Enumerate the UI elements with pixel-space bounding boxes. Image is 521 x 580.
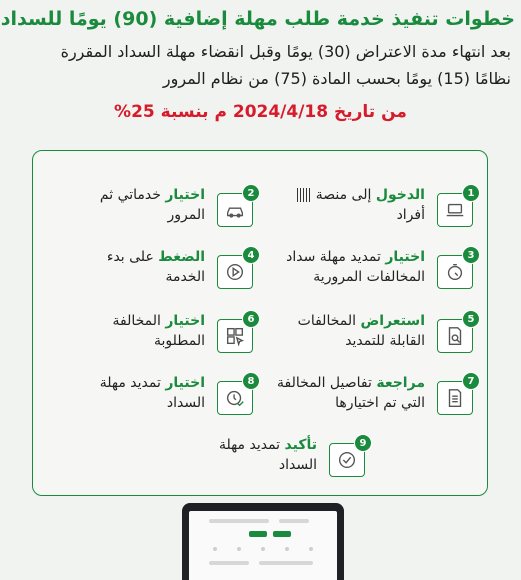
screen-dot bbox=[285, 547, 289, 551]
check-circle-icon bbox=[329, 437, 367, 477]
step-text bbox=[267, 311, 429, 351]
step-rest: المخالفات bbox=[297, 313, 357, 329]
screen-bar bbox=[259, 561, 313, 565]
step-rest: تمديد مهلة bbox=[218, 437, 281, 453]
step-text bbox=[267, 185, 429, 225]
step-keyword: مراجعة bbox=[376, 375, 425, 391]
step-text bbox=[267, 247, 429, 287]
screen-dot bbox=[237, 547, 241, 551]
platform-logo-icon bbox=[297, 188, 311, 202]
step-line2: المرور bbox=[167, 207, 205, 223]
screen-dot bbox=[261, 547, 265, 551]
step-number: 6 bbox=[242, 310, 260, 328]
screen-button bbox=[273, 531, 291, 537]
step-5 bbox=[267, 311, 473, 357]
step-line2: أفراد bbox=[396, 207, 425, 223]
screen-bar bbox=[279, 519, 309, 523]
step-rest: تمديد مهلة سداد bbox=[286, 249, 381, 265]
step-line2: السداد bbox=[278, 457, 317, 473]
step-number: 9 bbox=[354, 434, 372, 452]
screen-dot bbox=[213, 547, 217, 551]
screen-button bbox=[249, 531, 267, 537]
effective-date-note: من تاريخ 2024/4/18 م بنسبة 25% bbox=[114, 102, 407, 122]
step-line2: التي تم اختيارها bbox=[335, 395, 425, 411]
step-number: 7 bbox=[462, 372, 480, 390]
step-keyword: اختيار bbox=[165, 187, 205, 203]
step-4 bbox=[47, 247, 253, 293]
play-icon bbox=[217, 249, 255, 289]
screen-bar bbox=[209, 561, 249, 565]
step-text bbox=[47, 311, 209, 351]
car-icon bbox=[217, 187, 255, 227]
step-keyword: تأكيد bbox=[284, 437, 317, 453]
step-number: 8 bbox=[242, 372, 260, 390]
timer-icon bbox=[437, 249, 475, 289]
step-number: 4 bbox=[242, 246, 260, 264]
step-number: 2 bbox=[242, 184, 260, 202]
step-text bbox=[267, 373, 429, 413]
intro-line-1: بعد انتهاء مدة الاعتراض (30) يومًا وقبل انقضاء مهلة السداد المقررة bbox=[60, 42, 511, 61]
step-keyword: اختيار bbox=[385, 249, 425, 265]
step-8 bbox=[47, 373, 253, 419]
step-text bbox=[47, 373, 209, 413]
intro-line-2: نظامًا (15) يومًا بحسب المادة (75) من نظام المرور bbox=[162, 69, 511, 88]
step-line2: المطلوبة bbox=[153, 333, 205, 349]
list-icon bbox=[437, 375, 475, 415]
laptop-icon bbox=[437, 187, 475, 227]
step-line2: المخالفات المرورية bbox=[313, 269, 425, 285]
step-rest: على بدء bbox=[106, 249, 154, 265]
step-text bbox=[159, 435, 321, 475]
select-icon bbox=[217, 313, 255, 353]
step-line2: الخدمة bbox=[165, 269, 205, 285]
step-number: 3 bbox=[462, 246, 480, 264]
step-line2: السداد bbox=[166, 395, 205, 411]
step-line2: القابلة للتمديد bbox=[345, 333, 425, 349]
step-keyword: استعراض bbox=[360, 313, 425, 329]
headline: خطوات تنفيذ خدمة طلب مهلة إضافية (90) يومًا للسداد bbox=[0, 8, 515, 30]
step-text bbox=[47, 247, 209, 287]
step-keyword: اختيار bbox=[165, 375, 205, 391]
step-keyword: اختيار bbox=[165, 313, 205, 329]
step-rest: تفاصيل المخالفة bbox=[277, 375, 372, 391]
step-rest: المخالفة bbox=[112, 313, 161, 329]
step-keyword: الدخول bbox=[375, 187, 425, 203]
step-9 bbox=[159, 435, 365, 481]
step-number: 1 bbox=[462, 184, 480, 202]
screen-dot bbox=[309, 547, 313, 551]
screen-bar bbox=[209, 519, 269, 523]
step-6 bbox=[47, 311, 253, 357]
step-1 bbox=[267, 185, 473, 231]
laptop-illustration bbox=[182, 503, 344, 580]
step-rest: تمديد مهلة bbox=[99, 375, 161, 391]
step-2 bbox=[47, 185, 253, 231]
step-7 bbox=[267, 373, 473, 419]
step-rest: خدماتي ثم bbox=[99, 187, 161, 203]
document-search-icon bbox=[437, 313, 475, 353]
step-3 bbox=[267, 247, 473, 293]
steps-panel bbox=[32, 150, 488, 496]
laptop-screen bbox=[189, 511, 337, 580]
step-number: 5 bbox=[462, 310, 480, 328]
step-rest: إلى منصة bbox=[315, 187, 372, 203]
step-text bbox=[47, 185, 209, 225]
step-keyword: الضغط bbox=[158, 249, 205, 265]
clock-check-icon bbox=[217, 375, 255, 415]
